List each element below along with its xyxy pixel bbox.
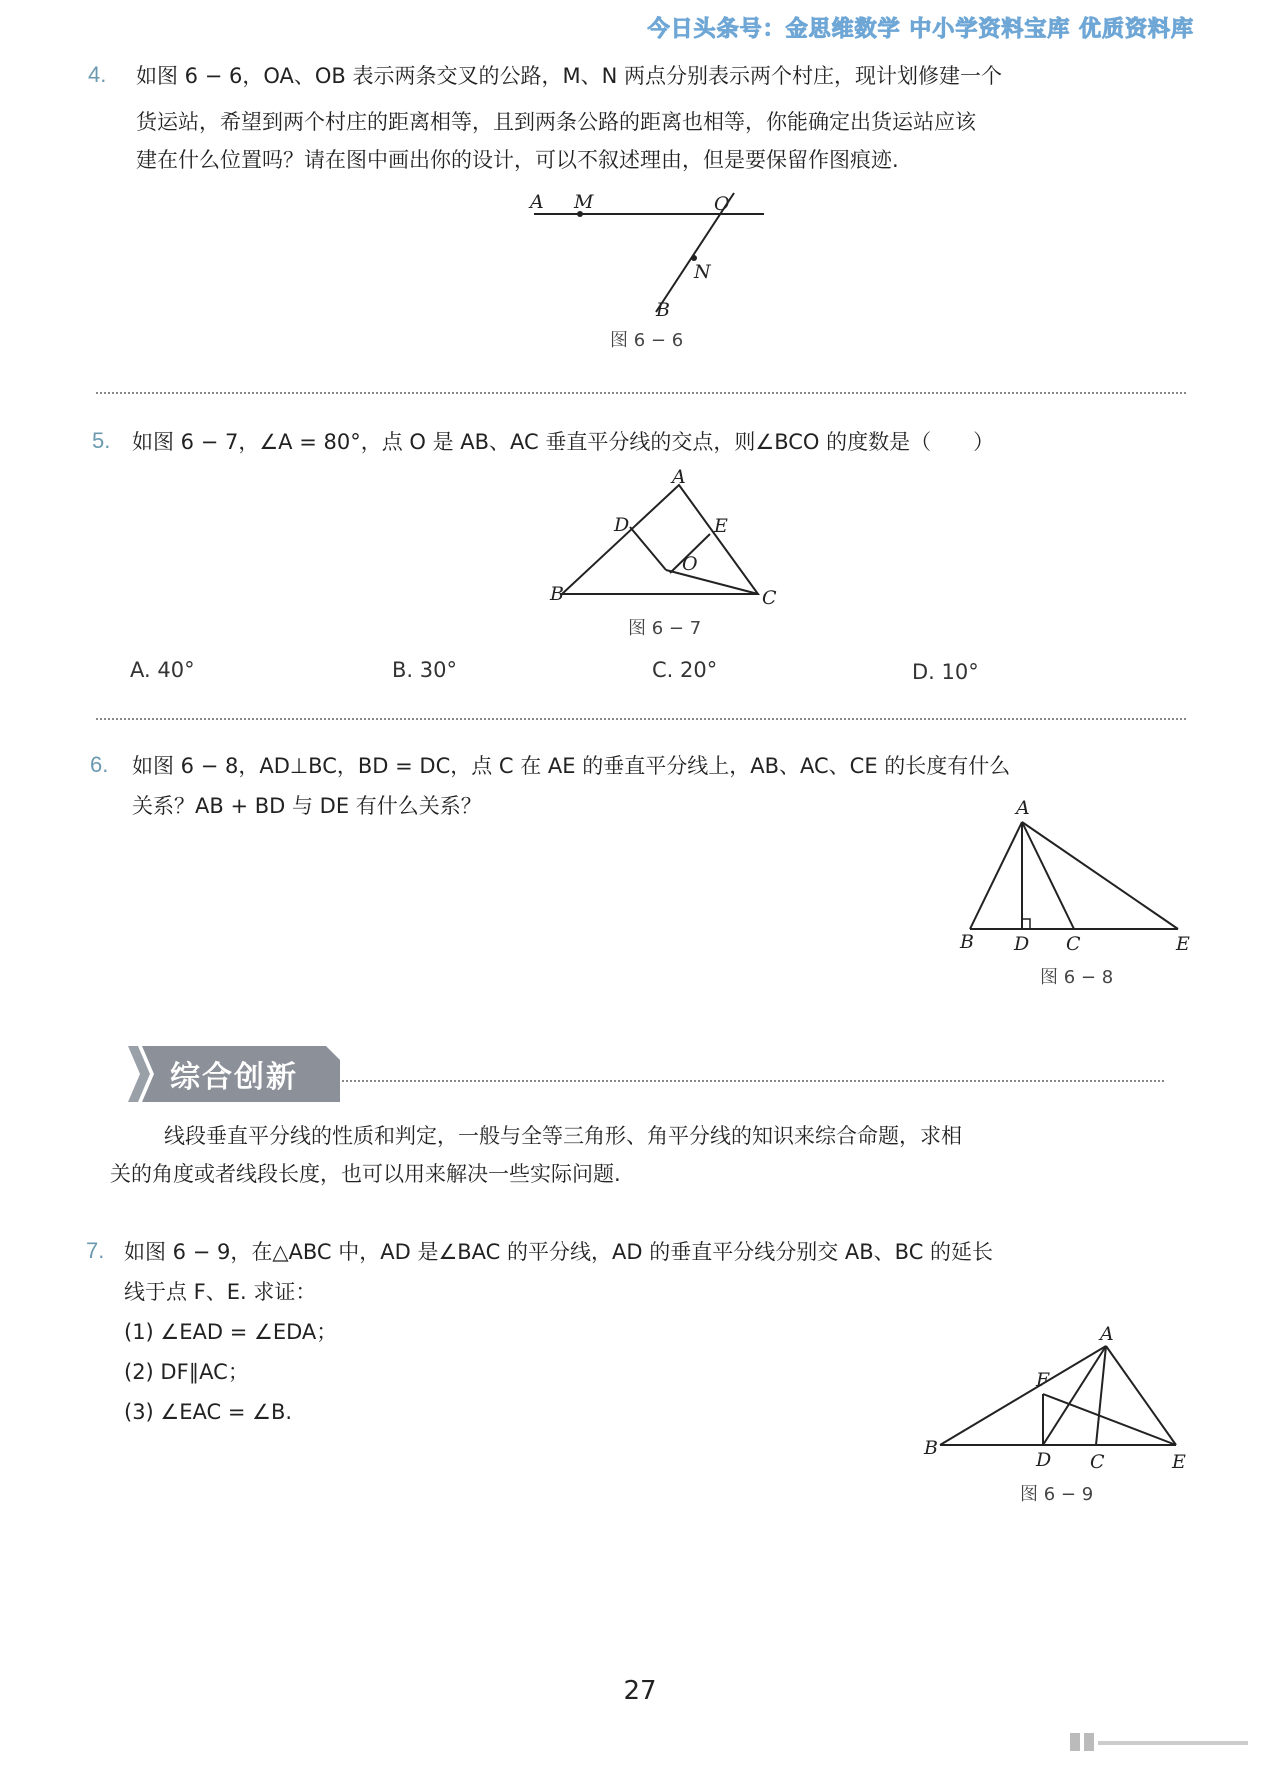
fig69-label-c: C: [1090, 1451, 1105, 1473]
q6-line-2: 关系？AB + BD 与 DE 有什么关系？: [132, 794, 482, 818]
fig68-label-d: D: [1014, 933, 1030, 955]
q4-number: 4.: [88, 62, 107, 87]
fig69-label-f: F: [1036, 1369, 1050, 1391]
q4-line-2: 货运站，希望到两个村庄的距离相等，且到两条公路的距离也相等，你能确定出货运站应该: [136, 110, 976, 134]
q5-option-d: D. 10°: [912, 660, 979, 684]
fig67-label-c: C: [762, 587, 777, 609]
q5-text: 如图 6 − 7，∠A = 80°，点 O 是 AB、AC 垂直平分线的交点，则∠BCO 的度数是（ ）: [132, 430, 995, 454]
q7-item-2: (2) DF∥AC；: [124, 1360, 249, 1384]
fig66-label-o: O: [714, 193, 730, 215]
q7-item-1: (1) ∠EAD = ∠EDA；: [124, 1320, 338, 1344]
section-line-1: 线段垂直平分线的性质和判定，一般与全等三角形、角平分线的知识来综合命题，求相: [164, 1124, 962, 1148]
fig69-label-e: E: [1172, 1451, 1186, 1473]
q7-line-2: 线于点 F、E. 求证：: [124, 1280, 317, 1304]
fig66-label-n: N: [694, 261, 711, 283]
fig66-label-m: M: [574, 191, 594, 213]
q4-line-1: 如图 6 − 6，OA、OB 表示两条交叉的公路，M、N 两点分别表示两个村庄，现计划修建一个: [136, 64, 1002, 88]
fig68-label-c: C: [1066, 933, 1081, 955]
fig67-label-a: A: [672, 466, 686, 488]
q5-option-c: C. 20°: [652, 658, 718, 682]
fig69-label-b: B: [924, 1437, 938, 1459]
q6-line-1: 如图 6 − 8，AD⊥BC，BD = DC，点 C 在 AE 的垂直平分线上，AB、AC、CE 的长度有什么: [132, 754, 1011, 778]
q5-option-b: B. 30°: [392, 658, 457, 682]
fig68-label-a: A: [1016, 797, 1030, 819]
footer-decoration-icon: [1070, 1733, 1250, 1751]
q5-number: 5.: [92, 428, 111, 453]
fig69-label-a: A: [1100, 1323, 1114, 1345]
fig66-label-b: B: [656, 299, 670, 321]
section-title: 综合创新: [170, 1060, 298, 1095]
q7-number: 7.: [86, 1238, 105, 1263]
q4-line-3: 建在什么位置吗？请在图中画出你的设计，可以不叙述理由，但是要保留作图痕迹.: [136, 148, 899, 172]
fig67-label-d: D: [614, 514, 630, 536]
q7-item-3: (3) ∠EAC = ∠B.: [124, 1400, 293, 1424]
fig67-label-e: E: [714, 515, 728, 537]
fig66-label-a: A: [530, 191, 544, 213]
fig67-label-o: O: [682, 553, 698, 575]
q6-number: 6.: [90, 752, 109, 777]
watermark: 今日头条号：金思维数学 中小学资料宝库 优质资料库: [647, 17, 1194, 42]
fig66-caption: 图 6 − 6: [610, 330, 684, 351]
section-line-2: 关的角度或者线段长度，也可以用来解决一些实际问题.: [110, 1162, 621, 1186]
q7-line-1: 如图 6 − 9，在△ABC 中，AD 是∠BAC 的平分线，AD 的垂直平分线分别交 AB、BC 的延长: [124, 1240, 994, 1264]
fig67-label-b: B: [550, 583, 564, 605]
fig69-caption: 图 6 − 9: [1020, 1484, 1094, 1505]
fig68-label-e: E: [1176, 933, 1190, 955]
q5-option-a: A. 40°: [130, 658, 195, 682]
fig69-label-d: D: [1036, 1449, 1052, 1471]
fig68-caption: 图 6 − 8: [1040, 967, 1114, 988]
fig68-label-b: B: [960, 931, 974, 953]
page-number: 27: [623, 1676, 657, 1706]
fig67-caption: 图 6 − 7: [628, 618, 702, 639]
